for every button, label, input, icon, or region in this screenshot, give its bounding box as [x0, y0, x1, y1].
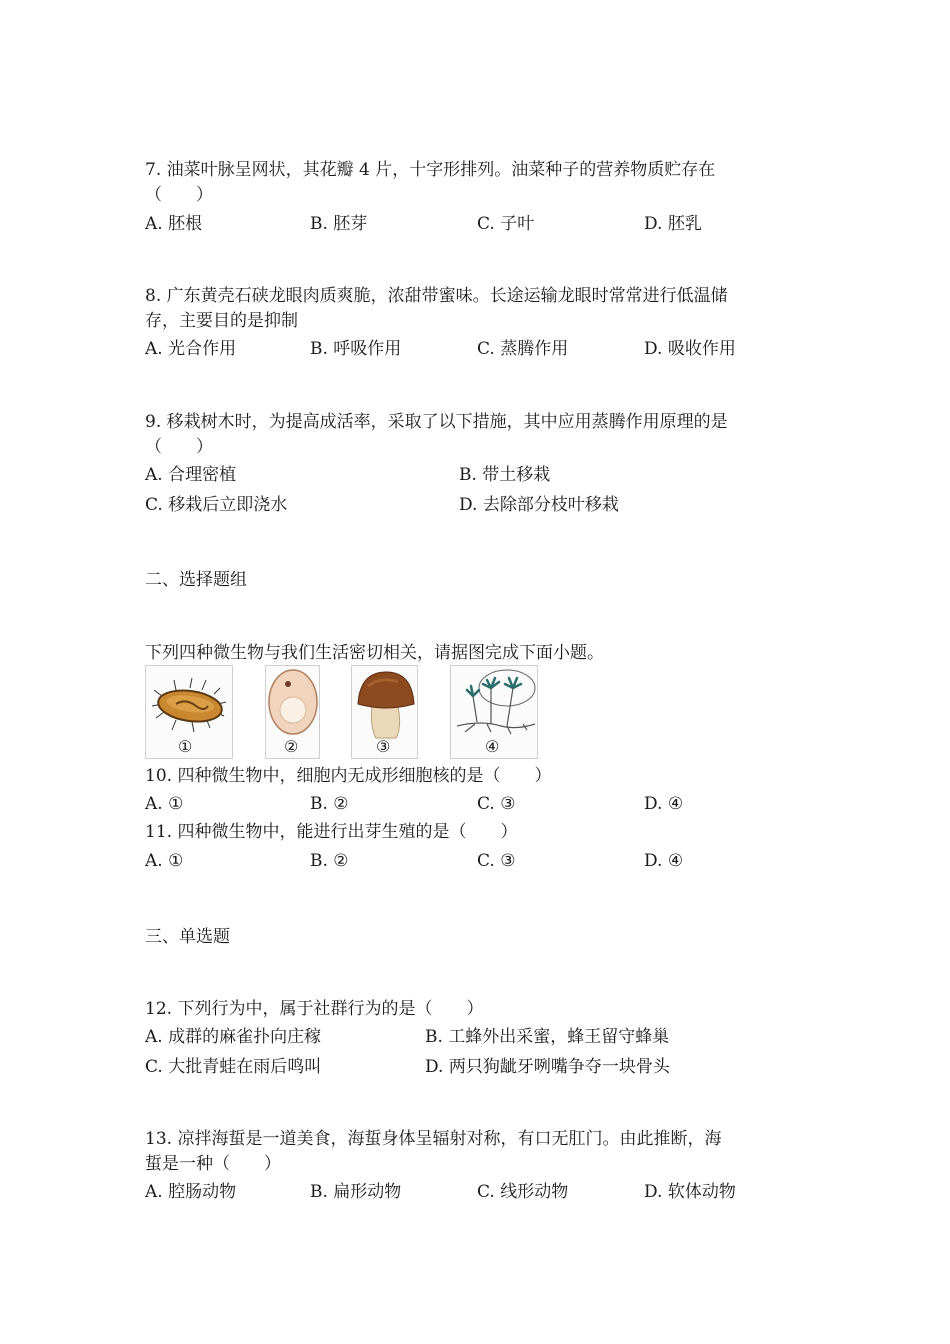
option-b: B. ②	[310, 794, 349, 814]
option-a: A. 腔肠动物	[145, 1182, 237, 1202]
option-c: C. 子叶	[477, 214, 535, 234]
figure-label: ①	[178, 737, 193, 756]
question-stem: （ ）	[145, 185, 213, 205]
question-stem: 10. 四种微生物中，细胞内无成形细胞核的是（ ）	[145, 766, 552, 786]
question-stem: 蜇是一种（ ）	[145, 1154, 281, 1174]
question-stem: 11. 四种微生物中，能进行出芽生殖的是（ ）	[145, 822, 518, 842]
figure-label: ③	[376, 737, 391, 756]
option-d: D. 去除部分枝叶移栽	[459, 495, 619, 515]
question-stem: 存，主要目的是抑制	[145, 311, 298, 331]
option-c: C. 大批青蛙在雨后鸣叫	[145, 1057, 322, 1077]
option-a: A. 合理密植	[145, 465, 237, 485]
figure-1	[145, 665, 233, 759]
section-heading: 二、选择题组	[145, 570, 247, 590]
question-stem: 13. 凉拌海蜇是一道美食，海蜇身体呈辐射对称，有口无肛门。由此推断，海	[145, 1129, 722, 1149]
option-b: B. 扁形动物	[310, 1182, 402, 1202]
option-c: C. 线形动物	[477, 1182, 569, 1202]
section-heading: 三、单选题	[145, 927, 230, 947]
question-stem: 9. 移栽树木时，为提高成活率，采取了以下措施，其中应用蒸腾作用原理的是	[145, 412, 728, 432]
option-c: C. ③	[477, 794, 516, 814]
option-d: D. 两只狗龇牙咧嘴争夺一块骨头	[425, 1057, 670, 1077]
question-stem: （ ）	[145, 437, 213, 457]
option-c: C. ③	[477, 851, 516, 871]
question-stem: 12. 下列行为中，属于社群行为的是（ ）	[145, 999, 484, 1019]
option-a: A. 光合作用	[145, 339, 237, 359]
option-a: A. 成群的麻雀扑向庄稼	[145, 1027, 322, 1047]
figure-label: ②	[284, 737, 299, 756]
question-stem: 8. 广东黄壳石硖龙眼肉质爽脆，浓甜带蜜味。长途运输龙眼时常常进行低温储	[145, 286, 728, 306]
option-d: D. 胚乳	[644, 214, 702, 234]
figure-4	[450, 665, 538, 759]
figure-3	[351, 665, 418, 759]
option-b: B. 工蜂外出采蜜，蜂王留守蜂巢	[425, 1027, 670, 1047]
option-d: D. 软体动物	[644, 1182, 736, 1202]
option-d: D. ④	[644, 851, 684, 871]
option-a: A. ①	[145, 851, 184, 871]
option-b: B. ②	[310, 851, 349, 871]
option-b: B. 呼吸作用	[310, 339, 402, 359]
option-d: D. 吸收作用	[644, 339, 736, 359]
option-b: B. 带土移栽	[459, 465, 551, 485]
figure-label: ④	[485, 737, 500, 756]
option-b: B. 胚芽	[310, 214, 368, 234]
option-a: A. 胚根	[145, 214, 203, 234]
option-a: A. ①	[145, 794, 184, 814]
group-intro: 下列四种微生物与我们生活密切相关，请据图完成下面小题。	[145, 643, 604, 663]
option-c: C. 移栽后立即浇水	[145, 495, 288, 515]
option-c: C. 蒸腾作用	[477, 339, 569, 359]
microorganism-figures	[145, 665, 545, 763]
option-d: D. ④	[644, 794, 684, 814]
question-stem: 7. 油菜叶脉呈网状，其花瓣 4 片，十字形排列。油菜种子的营养物质贮存在	[145, 160, 716, 180]
figure-2	[265, 665, 320, 759]
